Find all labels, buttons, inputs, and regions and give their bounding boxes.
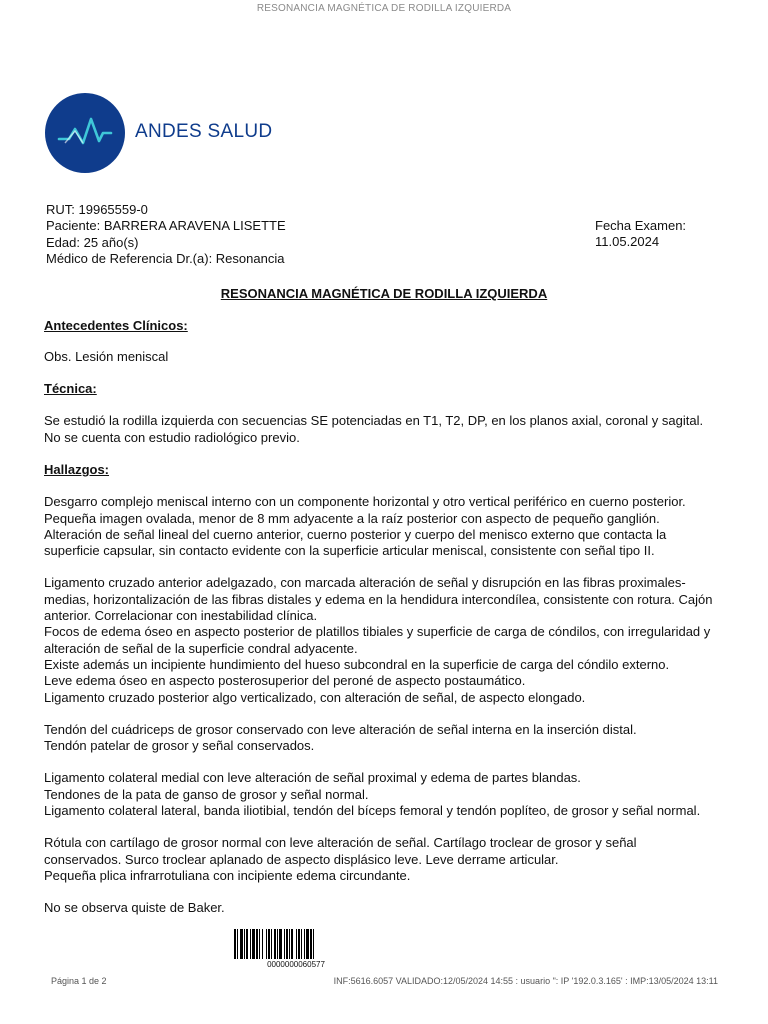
patient-info <box>46 202 286 267</box>
finding-line: No se observa quiste de Baker. <box>44 900 225 916</box>
patient-rut: RUT: 19965559-0 <box>46 202 148 217</box>
finding-line: anterior. Correlacionar con inestabilidad clínica. <box>44 608 318 624</box>
section-body: Obs. Lesión meniscal <box>44 349 169 365</box>
validation-info: INF:5616.6057 VALIDADO:12/05/2024 14:55 : usuario ": IP '192.0.3.165' : IMP:13/05/2024 13:11 <box>333 976 718 986</box>
finding-line: Tendón patelar de grosor y señal conservados. <box>44 738 315 754</box>
finding-line: Alteración de señal lineal del cuerno anterior, cuerno posterior y cuerpo del menisco externo que contacta la <box>44 526 667 542</box>
finding-line: Leve edema óseo en aspecto posterosuperior del peroné de aspecto postaumático. <box>44 673 526 689</box>
finding-line: Desgarro complejo meniscal interno con un componente horizontal y otro vertical periférico en cuerno posterior. <box>44 494 686 510</box>
exam-date-label: Fecha Examen: <box>595 218 687 233</box>
patient-age: Edad: 25 año(s) <box>46 234 139 250</box>
barcode-bars <box>234 929 358 959</box>
section-hallazgos <box>44 462 734 917</box>
section-title: Hallazgos: <box>44 462 110 477</box>
exam-date-value: 11.05.2024 <box>595 234 660 250</box>
finding-line: Tendón del cuádriceps de grosor conservado con leve alteración de señal interna en la inserción distal. <box>44 721 637 737</box>
section-line: No se cuenta con estudio radiológico previo. <box>44 429 300 445</box>
barcode-bar <box>314 929 316 959</box>
findings-paragraph <box>44 494 734 559</box>
brand-name: ANDES SALUD <box>135 121 273 142</box>
barcode <box>234 929 358 969</box>
finding-line: alteración de señal de la superficie condral adyacente. <box>44 640 358 656</box>
page-header-title: RESONANCIA MAGNÉTICA DE RODILLA IZQUIERDA <box>256 3 512 14</box>
findings-paragraph <box>44 900 734 916</box>
section-tecnica <box>44 381 734 446</box>
section-line: Se estudió la rodilla izquierda con secuencias SE potenciadas en T1, T2, DP, en los planos axial, coronal y sagital. <box>44 413 704 429</box>
findings-paragraph <box>44 835 734 884</box>
report-title: RESONANCIA MAGNÉTICA DE RODILLA IZQUIERDA <box>220 286 548 301</box>
section-antecedentes <box>44 318 734 366</box>
findings-paragraph <box>44 575 734 705</box>
finding-line: Focos de edema óseo en aspecto posterior de platillos tibiales y superficie de carga de cóndilos, con irregularidad y <box>44 624 711 640</box>
brand-logo <box>45 93 285 173</box>
findings-paragraph <box>44 722 734 755</box>
finding-line: Ligamento colateral medial con leve alteración de señal proximal y edema de partes blandas. <box>44 770 581 786</box>
finding-line: Ligamento cruzado posterior algo verticalizado, con alteración de señal, de aspecto elongado. <box>44 689 586 705</box>
finding-line: conservados. Surco troclear aplanado de aspecto displásico leve. Leve derrame articular. <box>44 851 559 867</box>
finding-line: Ligamento colateral lateral, banda iliotibial, tendón del bíceps femoral y tendón poplíteo, de grosor y señal normal. <box>44 803 701 819</box>
finding-line: medias, horizontalización de las fibras distales y edema en la hendidura intercondílea, consistente con rotura. Cajón <box>44 591 713 607</box>
exam-date-block <box>595 218 686 251</box>
page-number: Página 1 de 2 <box>51 976 107 986</box>
finding-line: Tendones de la pata de ganso de grosor y señal normal. <box>44 786 369 802</box>
finding-line: Rótula con cartílago de grosor normal con leve alteración de señal. Cartílago troclear de grosor y señal <box>44 835 637 851</box>
referring-doctor: Médico de Referencia Dr.(a): Resonancia <box>46 250 285 266</box>
finding-line: Pequeña plica infrarrotuliana con incipiente edema circundante. <box>44 867 411 883</box>
section-title: Antecedentes Clínicos: <box>44 318 188 333</box>
findings-paragraph <box>44 770 734 819</box>
section-title: Técnica: <box>44 381 97 396</box>
finding-line: Existe además un incipiente hundimiento del hueso subcondral en la superficie de carga del cóndilo externo. <box>44 656 670 672</box>
finding-line: superficie capsular, sin contacto evidente con la superficie articular meniscal, consistente con señal tipo II. <box>44 543 655 559</box>
heartbeat-mountain-icon <box>45 93 125 173</box>
patient-name: Paciente: BARRERA ARAVENA LISETTE <box>46 218 286 234</box>
finding-line: Ligamento cruzado anterior adelgazado, con marcada alteración de señal y disrupción en las fibras proximales- <box>44 575 686 591</box>
finding-line: Pequeña imagen ovalada, menor de 8 mm adyacente a la raíz posterior con aspecto de pequeño ganglión. <box>44 510 660 526</box>
barcode-number: 0000000060577 <box>267 960 325 969</box>
